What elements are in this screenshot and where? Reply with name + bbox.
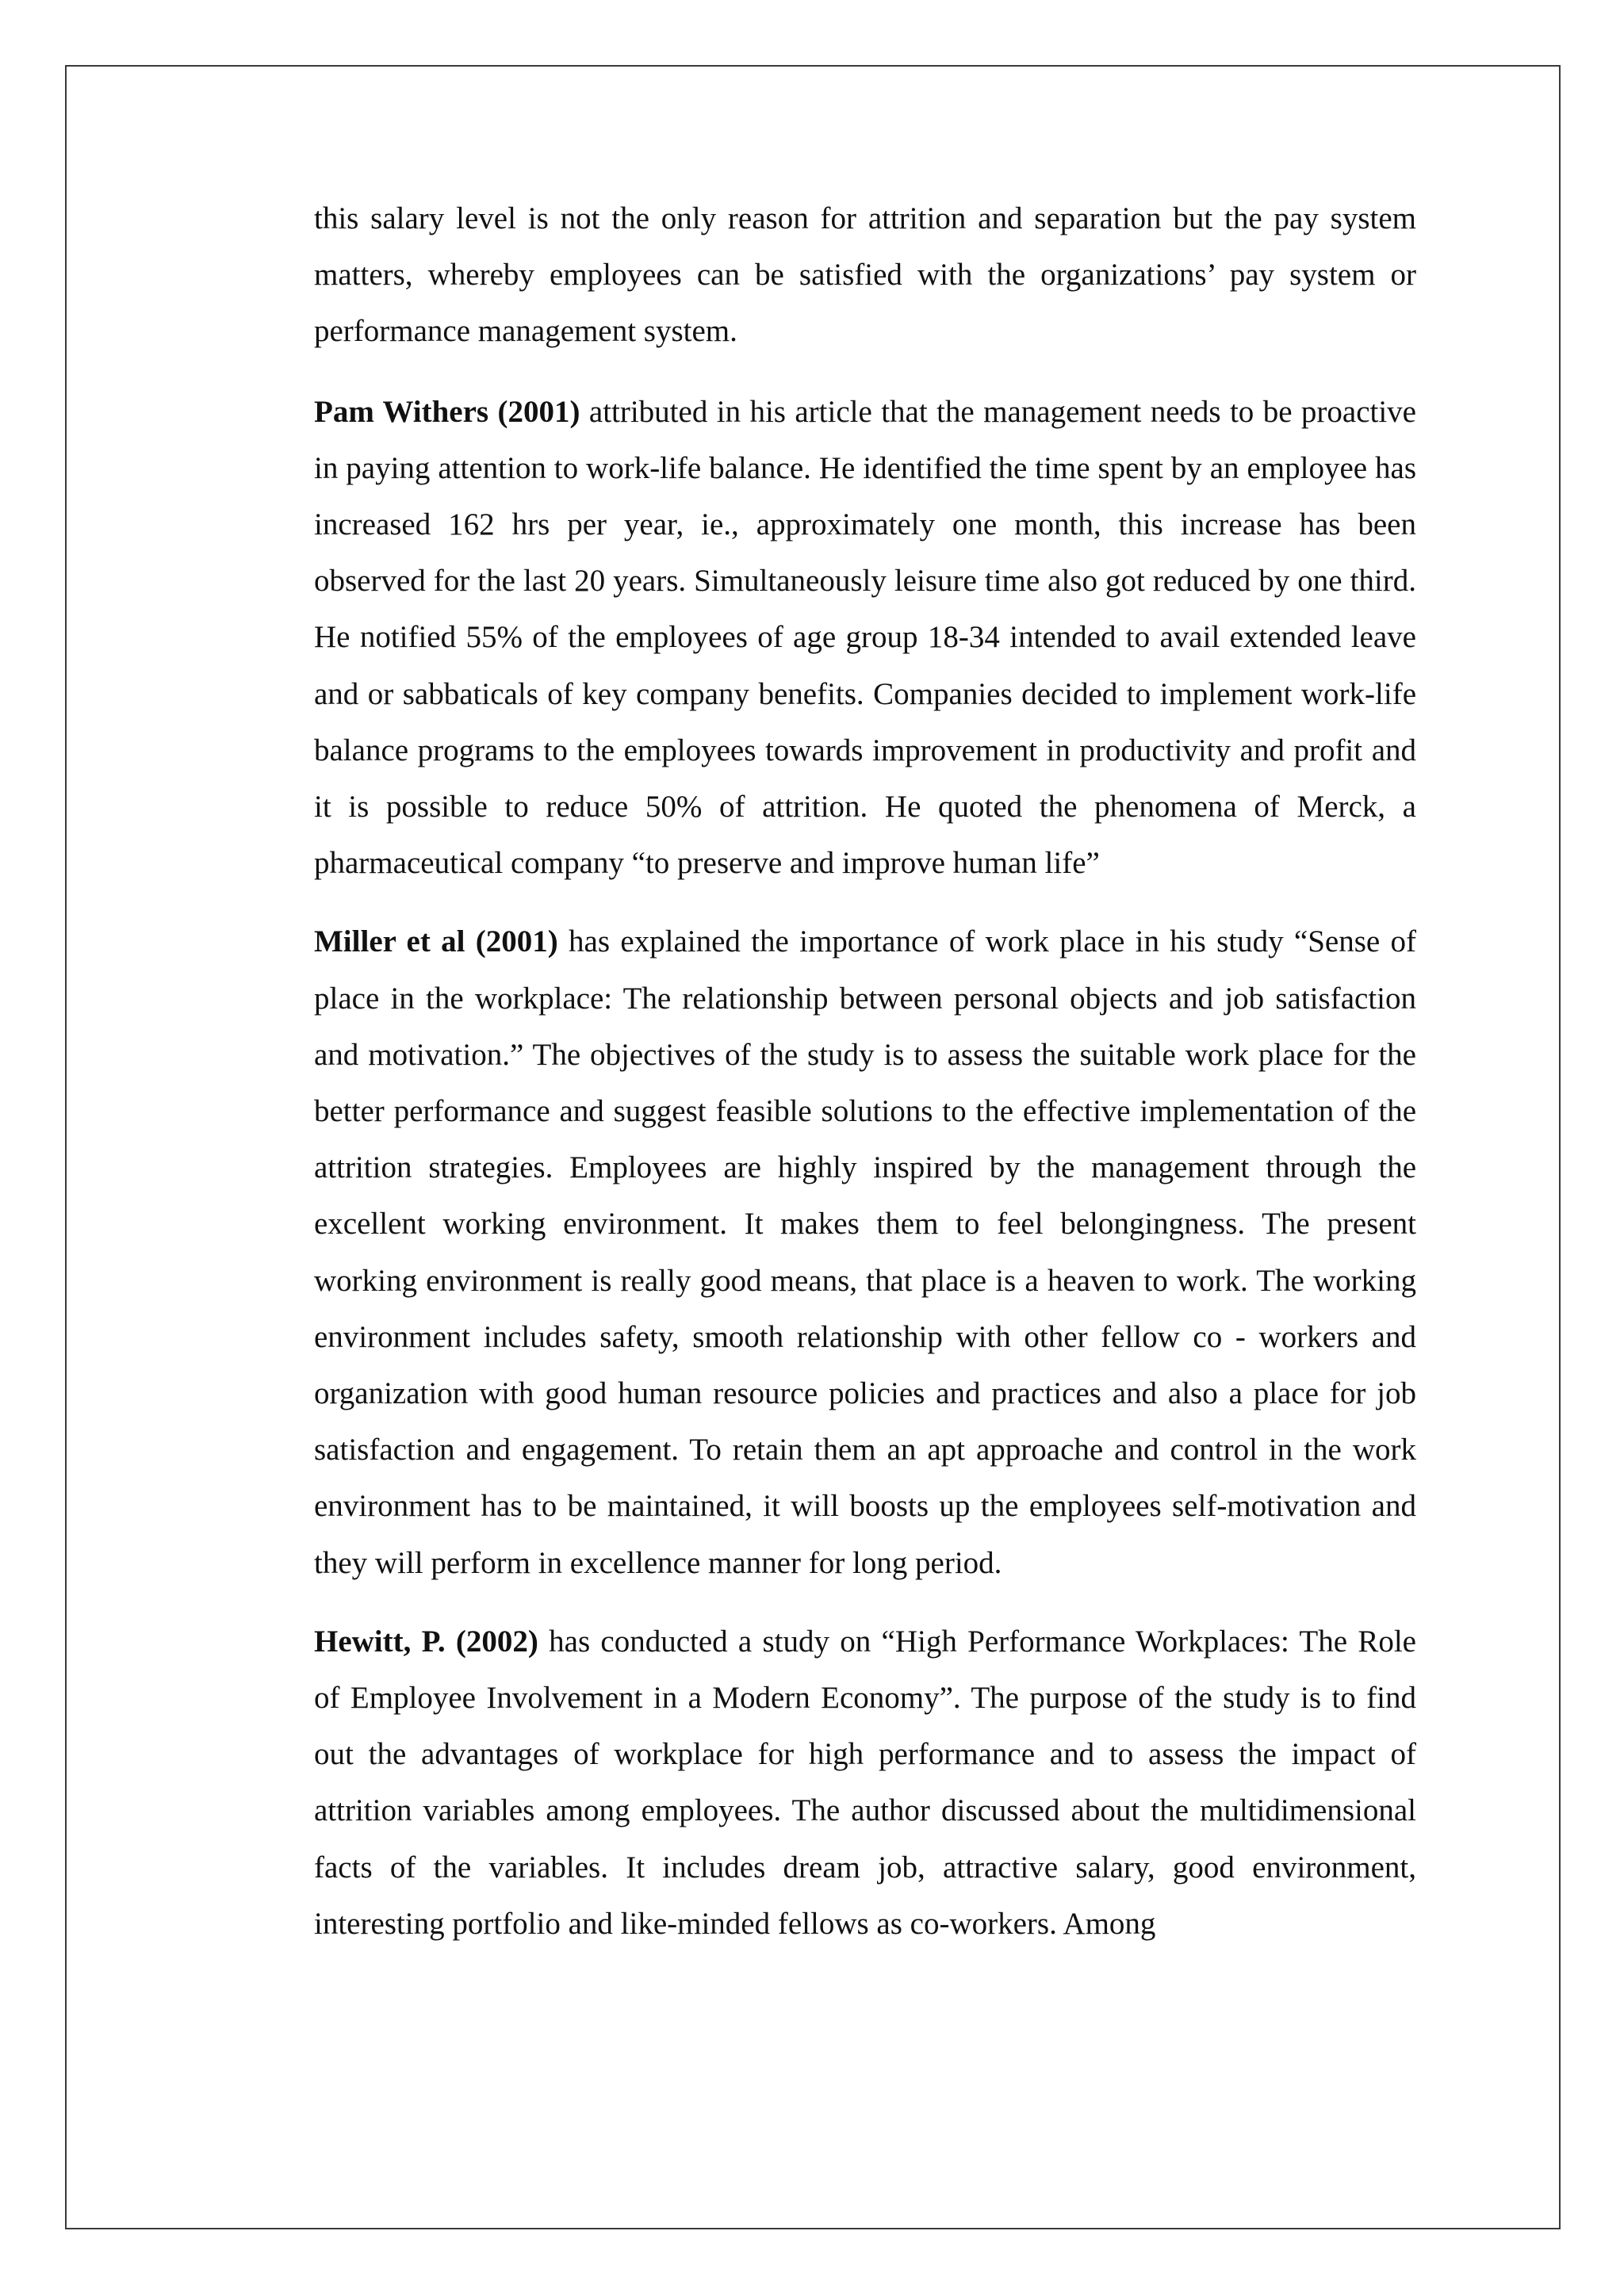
paragraph-text: has conducted a study on “High Performance Workplaces: The Role of Employee Involvement in a Modern Economy”. The purpose of the study is to find out the advantages of workplace for high performance and to assess the impact of attrition variables among employees. The author discussed about the multidimensional facts of the variables. It includes dream job, attractive salary, good environment, interesting portfolio and like-minded fellows as co-workers. Among	[314, 1624, 1416, 1941]
citation-pam-withers: Pam Withers (2001)	[314, 394, 580, 429]
citation-miller-et-al: Miller et al (2001)	[314, 924, 558, 959]
citation-hewitt: Hewitt, P. (2002)	[314, 1624, 538, 1659]
paragraph-text: attributed in his article that the management needs to be proactive in paying attention to work-life balance. He identified the time spent by an employee has increased 162 hrs per year, ie., approximately one month, this increase has been observed for the last 20 years. Simultaneously leisure time also got reduced by one third. He notified 55% of the employees of age group 18-34 intended to avail extended leave and or sabbaticals of key company benefits. Companies decided to implement work-life balance programs to the employees towards improvement in productivity and profit and it is possible to reduce 50% of attrition. He quoted the phenomena of Merck, a pharmaceutical company “to preserve and improve human life”	[314, 394, 1416, 881]
paragraph-hewitt	[314, 1613, 1416, 1952]
paragraph-pam-withers	[314, 384, 1416, 892]
paragraph-text: this salary level is not the only reason for attrition and separation but the pay system matters, whereby employees can be satisfied with the organizations’ pay system or performance management system.	[314, 201, 1416, 349]
paragraph-text: has explained the importance of work place in his study “Sense of place in the workplace: The relationship between personal objects and job satisfaction and motivation.” The objectives of the study is to assess the suitable work place for the better performance and suggest feasible solutions to the effective implementation of the attrition strategies. Employees are highly inspired by the management through the excellent working environment. It makes them to feel belongingness. The present working environment is really good means, that place is a heaven to work. The working environment includes safety, smooth relationship with other fellow co - workers and organization with good human resource policies and practices and also a place for job satisfaction and engagement. To retain them an apt approache and control in the work environment has to be maintained, it will boosts up the employees self-motivation and they will perform in excellence manner for long period.	[314, 924, 1416, 1580]
document-body	[314, 190, 1416, 1974]
paragraph-salary-level	[314, 190, 1416, 360]
paragraph-miller-et-al	[314, 913, 1416, 1590]
